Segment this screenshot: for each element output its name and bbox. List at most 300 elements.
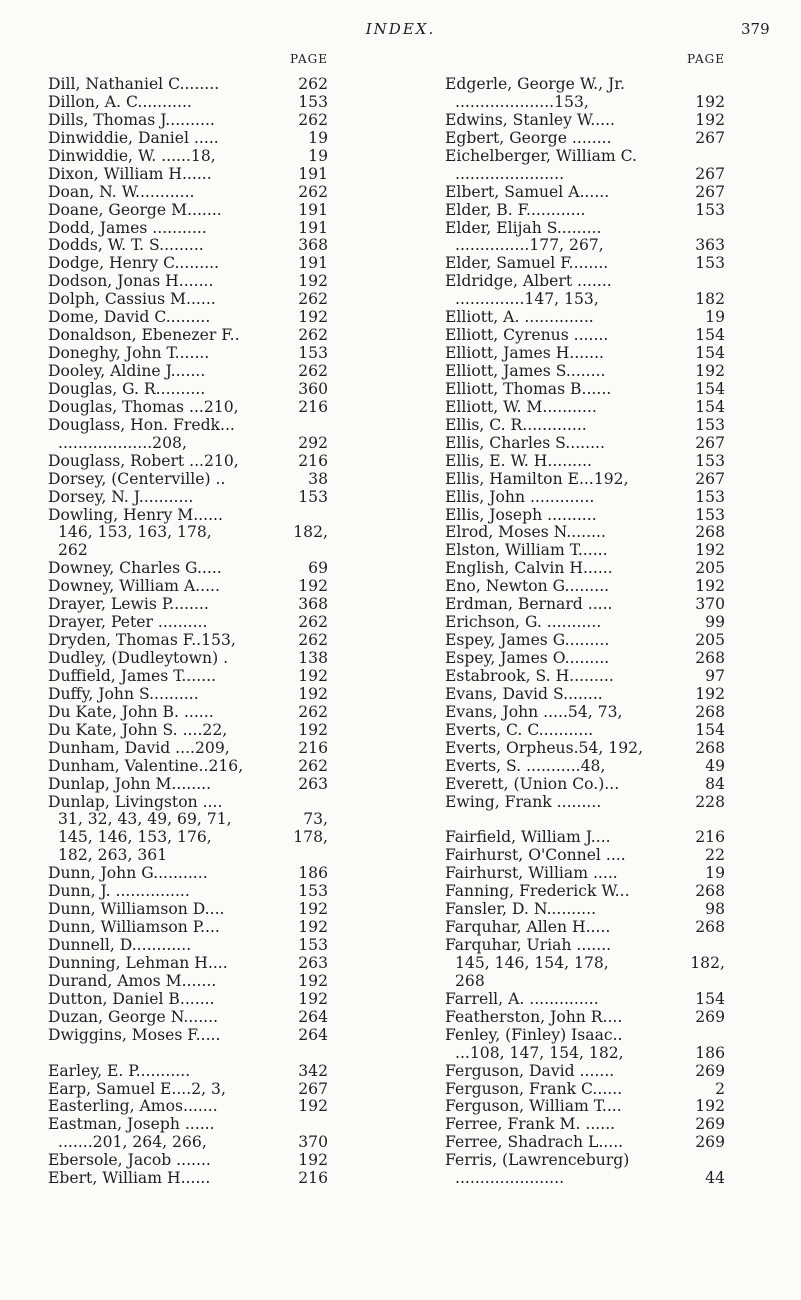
entry-page-ref: 97 [705, 666, 725, 685]
index-entry [48, 94, 328, 112]
index-entry [48, 1009, 328, 1027]
entry-page-ref: 191 [298, 200, 328, 219]
entry-page-ref: 262 [298, 631, 328, 650]
entry-name: Elrod, Moses N........ [445, 523, 606, 542]
index-entry [48, 937, 328, 955]
entry-page-ref: 205 [695, 559, 725, 578]
entry-page-ref: 19 [308, 128, 328, 147]
entry-name: Downey, William A..... [48, 577, 220, 596]
index-entry [445, 399, 725, 417]
entry-name: Dorsey, (Centerville) .. [48, 469, 226, 488]
index-entry [48, 524, 328, 542]
entry-page-ref: 262 [298, 290, 328, 309]
index-entry [48, 1116, 328, 1134]
index-entry [445, 184, 725, 202]
entry-name: Du Kate, John B. ...... [48, 702, 214, 721]
entry-name: Evans, David S........ [445, 684, 603, 703]
entry-name: Ellis, E. W. H......... [445, 451, 592, 470]
index-entry [48, 596, 328, 614]
index-entry [48, 668, 328, 686]
entry-name: 182, 263, 361 [58, 846, 168, 865]
entry-name: Duffy, John S.......... [48, 684, 199, 703]
entry-page-ref: 153 [695, 200, 725, 219]
index-entry [445, 794, 725, 812]
entry-name: Donaldson, Ebenezer F.. [48, 326, 240, 345]
index-entry [48, 435, 328, 453]
index-entry [445, 327, 725, 345]
entry-name: Ferris, (Lawrenceburg) [445, 1151, 630, 1170]
entry-page-ref: 192 [695, 1097, 725, 1116]
entry-name: Ferree, Frank M. ...... [445, 1115, 616, 1134]
entry-name: Fenley, (Finley) Isaac.. [445, 1025, 623, 1044]
index-entry [48, 166, 328, 184]
entry-name: .......201, 264, 266, [58, 1133, 207, 1152]
entry-name: Fairhurst, William ..... [445, 864, 618, 883]
entry-name: Dunham, David ....209, [48, 738, 230, 757]
entry-page-ref: 360 [298, 379, 328, 398]
index-entry [48, 1152, 328, 1170]
entry-page-ref: 154 [695, 989, 725, 1008]
index-entry [48, 614, 328, 632]
entry-name: Du Kate, John S. ....22, [48, 720, 228, 739]
entry-page-ref: 49 [705, 756, 725, 775]
index-entry [48, 811, 328, 829]
entry-page-ref: 154 [695, 326, 725, 345]
entry-name: Elliott, A. .............. [445, 308, 594, 327]
entry-name: Dudley, (Dudleytown) . [48, 649, 229, 667]
entry-page-ref: 342 [298, 1061, 328, 1080]
entry-name: Dunn, Williamson D.... [48, 900, 225, 919]
index-entry [48, 184, 328, 202]
index-entry [48, 327, 328, 345]
index-entry [48, 345, 328, 363]
index-entry [445, 489, 725, 507]
entry-name: ...108, 147, 154, 182, [455, 1043, 624, 1062]
entry-page-ref: 153 [695, 254, 725, 273]
entry-page-ref: 84 [705, 774, 725, 793]
entry-name: 31, 32, 43, 49, 69, 71, [58, 810, 232, 829]
entry-page-ref: 98 [705, 900, 725, 919]
entry-name: Doneghy, John T....... [48, 344, 210, 363]
entry-page-ref: 153 [298, 936, 328, 954]
index-entry [48, 273, 328, 291]
entry-name: Edwins, Stanley W..... [445, 110, 616, 129]
entry-page-ref: 262 [298, 756, 328, 775]
index-entry [445, 435, 725, 453]
page-column-label: PAGE [290, 52, 328, 66]
index-entry [48, 130, 328, 148]
index-entry [48, 919, 328, 937]
index-entry [445, 273, 725, 291]
entry-name: Estabrook, S. H......... [445, 666, 614, 685]
entry-name: ...................... [455, 1169, 565, 1188]
entry-page-ref: 262 [298, 613, 328, 632]
index-entry [445, 220, 725, 238]
index-entry [445, 1098, 725, 1116]
index-entry [445, 596, 725, 614]
entry-page-ref: 192 [298, 720, 328, 739]
index-entry [48, 1170, 328, 1188]
entry-name: Farquhar, Uriah ....... [445, 936, 612, 954]
index-entry [48, 237, 328, 255]
entry-page-ref: 191 [298, 218, 328, 237]
entry-page-ref: 192 [695, 362, 725, 380]
index-entry [445, 1063, 725, 1081]
entry-page-ref: 268 [695, 702, 725, 721]
entry-page-ref: 178, [293, 828, 328, 847]
entry-name: Erdman, Bernard ..... [445, 595, 613, 614]
entry-page-ref: 228 [695, 792, 725, 811]
entry-name: Ebert, William H...... [48, 1169, 211, 1188]
entry-name: Dwiggins, Moses F..... [48, 1025, 221, 1044]
entry-name: Ellis, C. R............. [445, 415, 587, 434]
entry-name: Earley, E. P........... [48, 1061, 191, 1080]
entry-name: Dinwiddie, Daniel ..... [48, 128, 219, 147]
entry-page-ref: 192 [695, 577, 725, 596]
entry-name: Dodd, James ........... [48, 218, 207, 237]
entry-page-ref: 267 [695, 128, 725, 147]
index-entry [48, 1027, 328, 1045]
index-entry [48, 776, 328, 794]
entry-name: Durand, Amos M....... [48, 971, 217, 990]
entry-page-ref: 292 [298, 433, 328, 452]
entry-page-ref: 192 [298, 918, 328, 937]
entry-name: Easterling, Amos....... [48, 1097, 218, 1116]
entry-page-ref: 267 [695, 433, 725, 452]
entry-name: Elbert, Samuel A...... [445, 182, 610, 201]
entry-name: Ellis, Joseph .......... [445, 505, 597, 524]
entry-page-ref: 268 [695, 918, 725, 937]
entry-page-ref: 154 [695, 379, 725, 398]
entry-name: Dillon, A. C........... [48, 92, 192, 111]
entry-page-ref: 192 [298, 684, 328, 703]
entry-page-ref: 262 [298, 110, 328, 129]
entry-page-ref: 154 [695, 397, 725, 416]
entry-page-ref: 192 [298, 1151, 328, 1170]
entry-page-ref: 262 [298, 182, 328, 201]
entry-name: Featherston, John R.... [445, 1007, 623, 1026]
page-column-label: PAGE [687, 52, 725, 66]
entry-page-ref: 263 [298, 953, 328, 972]
index-entry [48, 381, 328, 399]
index-entry [445, 614, 725, 632]
entry-page-ref: 192 [298, 308, 328, 327]
entry-name: Douglas, G. R.......... [48, 379, 206, 398]
index-entry [48, 650, 328, 668]
index-entry [48, 417, 328, 435]
entry-page-ref: 262 [298, 326, 328, 345]
index-entry [445, 632, 725, 650]
entry-name: Ellis, Charles S........ [445, 433, 605, 452]
entry-name: Ferguson, William T.... [445, 1097, 622, 1116]
entry-name: Ellis, Hamilton E...192, [445, 469, 629, 488]
index-entry [48, 560, 328, 578]
entry-page-ref: 153 [695, 451, 725, 470]
entry-name: Elston, William T...... [445, 541, 608, 560]
entry-page-ref: 267 [695, 182, 725, 201]
index-entry [445, 901, 725, 919]
entry-name: Dorsey, N. J........... [48, 487, 194, 506]
entry-name: 262 [58, 541, 88, 560]
entry-page-ref: 153 [695, 505, 725, 524]
index-entry [445, 1045, 725, 1063]
entry-name: Dixon, William H...... [48, 164, 212, 183]
index-entry [48, 901, 328, 919]
entry-page-ref: 44 [705, 1169, 725, 1188]
entry-page-ref: 192 [298, 272, 328, 291]
entry-name: Elliott, James S........ [445, 362, 606, 380]
entry-name: Dodds, W. T. S......... [48, 236, 204, 255]
entry-page-ref: 153 [298, 92, 328, 111]
index-entry [445, 955, 725, 973]
index-entry [445, 291, 725, 309]
index-entry [445, 650, 725, 668]
entry-page-ref: 268 [695, 738, 725, 757]
entry-name: Doane, George M....... [48, 200, 222, 219]
index-entry [445, 381, 725, 399]
entry-page-ref: 216 [298, 1169, 328, 1188]
index-entry [445, 1027, 725, 1045]
index-entry [48, 202, 328, 220]
index-entry [445, 237, 725, 255]
index-entry [48, 829, 328, 847]
entry-name: Elder, Samuel F........ [445, 254, 609, 273]
entry-page-ref: 2 [715, 1079, 725, 1098]
entry-name: Elder, Elijah S......... [445, 218, 602, 237]
index-entry [48, 865, 328, 883]
entry-page-ref: 186 [298, 864, 328, 883]
entry-name: Everts, S. ...........48, [445, 756, 606, 775]
entry-name: Douglass, Robert ...210, [48, 451, 239, 470]
entry-page-ref: 370 [298, 1133, 328, 1152]
entry-name: Dunlap, John M........ [48, 774, 212, 793]
entry-page-ref: 205 [695, 631, 725, 650]
index-entry [48, 1063, 328, 1081]
entry-page-ref: 192 [695, 541, 725, 560]
entry-page-ref: 216 [695, 828, 725, 847]
index-entry [48, 973, 328, 991]
index-entry [445, 704, 725, 722]
index-entry [445, 973, 725, 991]
entry-name: ..............147, 153, [455, 290, 599, 309]
entry-name: Erichson, G. ........... [445, 613, 602, 632]
entry-name: Dome, David C......... [48, 308, 211, 327]
index-entry [445, 76, 725, 94]
entry-name: Dinwiddie, W. ......18, [48, 146, 216, 165]
index-entry [48, 220, 328, 238]
entry-name: Everett, (Union Co.)... [445, 774, 620, 793]
entry-page-ref: 182 [695, 290, 725, 309]
entry-page-ref: 269 [695, 1115, 725, 1134]
entry-page-ref: 192 [695, 92, 725, 111]
entry-page-ref: 267 [695, 164, 725, 183]
entry-name: English, Calvin H...... [445, 559, 613, 578]
entry-page-ref: 268 [695, 649, 725, 667]
entry-name: Ferree, Shadrach L..... [445, 1133, 624, 1152]
entry-name: Farquhar, Allen H..... [445, 918, 611, 937]
index-entry [445, 1152, 725, 1170]
index-entry [445, 1009, 725, 1027]
index-entry [445, 1170, 725, 1188]
index-entry [48, 794, 328, 812]
entry-name: Earp, Samuel E....2, 3, [48, 1079, 226, 1098]
entry-name: Ferguson, David ....... [445, 1061, 615, 1080]
entry-page-ref: 192 [695, 684, 725, 703]
index-entry [445, 130, 725, 148]
index-entry [48, 112, 328, 130]
entry-page-ref: 73, [303, 810, 328, 829]
index-entry [445, 166, 725, 184]
index-entry [445, 148, 725, 166]
entry-page-ref: 192 [298, 900, 328, 919]
entry-name: Ewing, Frank ......... [445, 792, 602, 811]
entry-name: Dodge, Henry C......... [48, 254, 220, 273]
entry-page-ref: 269 [695, 1007, 725, 1026]
entry-page-ref: 216 [298, 451, 328, 470]
index-entry [445, 363, 725, 381]
entry-page-ref: 192 [298, 989, 328, 1008]
index-entry [48, 1081, 328, 1099]
entry-page-ref: 192 [298, 577, 328, 596]
index-entry [445, 560, 725, 578]
index-entry [48, 309, 328, 327]
entry-page-ref: 267 [298, 1079, 328, 1098]
entry-page-ref: 38 [308, 469, 328, 488]
entry-page-ref: 262 [298, 702, 328, 721]
entry-list [48, 76, 328, 1188]
entry-name: Everts, C. C........... [445, 720, 594, 739]
entry-name: Dunn, John G........... [48, 864, 208, 883]
entry-name: 268 [455, 971, 485, 990]
entry-name: Dunham, Valentine..216, [48, 756, 244, 775]
entry-name: ....................153, [455, 92, 589, 111]
entry-page-ref: 69 [308, 559, 328, 578]
entry-page-ref: 370 [695, 595, 725, 614]
entry-name: Espey, James O......... [445, 649, 610, 667]
index-entry [48, 291, 328, 309]
entry-name: Dunnell, D............ [48, 936, 192, 954]
entry-name: Fanning, Frederick W... [445, 882, 630, 901]
index-column-left [48, 50, 328, 1188]
index-entry [445, 686, 725, 704]
entry-name: Elliott, W. M........... [445, 397, 597, 416]
index-entry [445, 542, 725, 560]
index-entry [48, 704, 328, 722]
entry-page-ref: 192 [695, 110, 725, 129]
index-entry [445, 919, 725, 937]
entry-page-ref: 191 [298, 254, 328, 273]
index-entry [445, 937, 725, 955]
entry-page-ref: 154 [695, 720, 725, 739]
index-entry [445, 507, 725, 525]
index-entry [48, 1098, 328, 1116]
index-entry [445, 417, 725, 435]
entry-page-ref: 182, [293, 523, 328, 542]
index-entry [445, 991, 725, 1009]
entry-page-ref: 153 [298, 344, 328, 363]
index-entry [445, 776, 725, 794]
index-entry [48, 955, 328, 973]
entry-page-ref: 262 [298, 362, 328, 380]
entry-page-ref: 192 [298, 1097, 328, 1116]
index-entry [48, 542, 328, 560]
index-entry [48, 686, 328, 704]
entry-name: Ferguson, Frank C...... [445, 1079, 623, 1098]
entry-page-ref: 19 [308, 146, 328, 165]
index-entry [445, 722, 725, 740]
index-entry [48, 453, 328, 471]
entry-page-ref: 263 [298, 774, 328, 793]
entry-name: Ebersole, Jacob ....... [48, 1151, 211, 1170]
index-entry [445, 309, 725, 327]
entry-page-ref: 363 [695, 236, 725, 255]
entry-name: ...................... [455, 164, 565, 183]
entry-page-ref: 368 [298, 236, 328, 255]
index-entry [445, 1134, 725, 1152]
entry-page-ref: 22 [705, 846, 725, 865]
entry-page-ref: 269 [695, 1061, 725, 1080]
section-gap [445, 811, 725, 829]
index-entry [445, 1081, 725, 1099]
entry-page-ref: 154 [695, 344, 725, 363]
entry-page-ref: 268 [695, 882, 725, 901]
entry-name: Drayer, Lewis P........ [48, 595, 209, 614]
index-entry [48, 1134, 328, 1152]
entry-page-ref: 191 [298, 164, 328, 183]
entry-name: Eldridge, Albert ....... [445, 272, 612, 291]
entry-name: Elliott, Thomas B...... [445, 379, 612, 398]
entry-name: Dutton, Daniel B....... [48, 989, 215, 1008]
index-entry [48, 76, 328, 94]
entry-page-ref: 19 [705, 308, 725, 327]
index-entry [445, 847, 725, 865]
entry-page-ref: 262 [298, 75, 328, 93]
entry-page-ref: 216 [298, 738, 328, 757]
entry-page-ref: 138 [298, 649, 328, 667]
entry-name: Dooley, Aldine J....... [48, 362, 206, 380]
entry-name: Doan, N. W............ [48, 182, 195, 201]
entry-name: Espey, James G......... [445, 631, 610, 650]
index-entry [445, 758, 725, 776]
index-entry [445, 112, 725, 130]
entry-page-ref: 153 [298, 882, 328, 901]
entry-name: Eastman, Joseph ...... [48, 1115, 215, 1134]
index-entry [48, 489, 328, 507]
entry-name: Eno, Newton G......... [445, 577, 610, 596]
index-entry [48, 507, 328, 525]
entry-name: 146, 153, 163, 178, [58, 523, 212, 542]
index-entry [48, 255, 328, 273]
page-number: 379 [741, 20, 770, 38]
entry-name: Fairfield, William J.... [445, 828, 611, 847]
entry-name: Egbert, George ........ [445, 128, 612, 147]
index-entry [48, 991, 328, 1009]
entry-page-ref: 153 [298, 487, 328, 506]
entry-name: Downey, Charles G..... [48, 559, 222, 578]
entry-page-ref: 99 [705, 613, 725, 632]
entry-page-ref: 19 [705, 864, 725, 883]
entry-page-ref: 153 [695, 415, 725, 434]
index-entry [445, 471, 725, 489]
index-entry [445, 829, 725, 847]
entry-name: Douglass, Hon. Fredk... [48, 415, 235, 434]
entry-name: Dryden, Thomas F..153, [48, 631, 236, 650]
entry-name: Dunlap, Livingston .... [48, 792, 223, 811]
index-entry [445, 345, 725, 363]
entry-name: Dowling, Henry M...... [48, 505, 223, 524]
entry-page-ref: 264 [298, 1007, 328, 1026]
index-entry [445, 1116, 725, 1134]
